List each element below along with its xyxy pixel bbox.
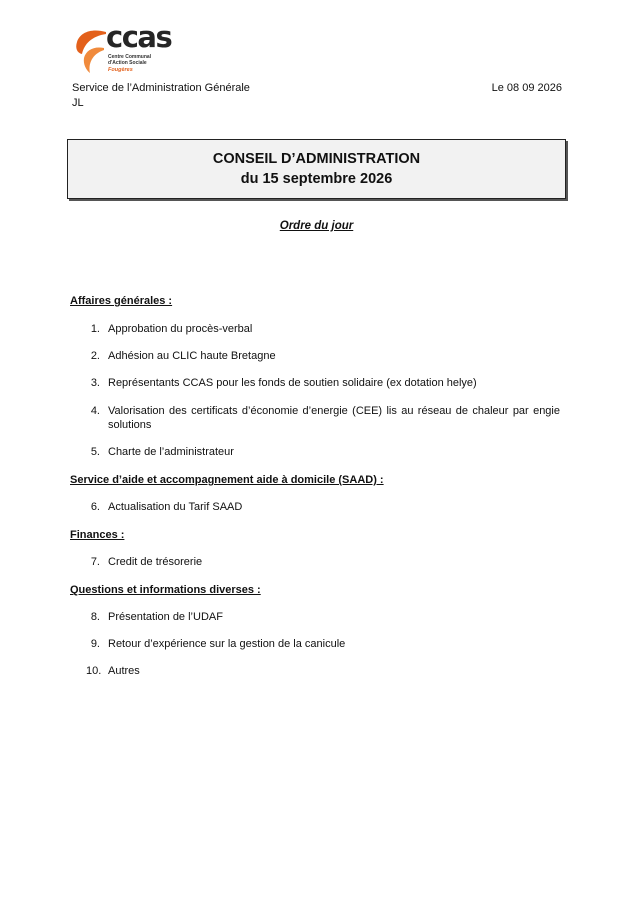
section-heading: Finances : <box>70 529 125 541</box>
agenda-item: 9. Retour d’expérience sur la gestion de la canicule <box>90 638 346 650</box>
meeting-date: du 15 septembre 2026 <box>240 171 393 187</box>
logo-city: Fougères <box>108 67 133 73</box>
section-heading: Questions et informations diverses : <box>70 584 261 596</box>
service-name: Service de l’Administration Générale <box>72 82 250 94</box>
agenda-item: 6. Actualisation du Tarif SAAD <box>90 501 243 513</box>
agenda-title: Ordre du jour <box>279 220 354 232</box>
agenda-item: 1. Approbation du procès-verbal <box>90 323 253 335</box>
agenda-item: 10. Autres <box>86 665 140 677</box>
agenda-item: 7. Credit de trésorerie <box>90 556 203 568</box>
ccas-swoosh-icon <box>74 26 108 76</box>
section-heading: Service d’aide et accompagnement aide à domicile (SAAD) : <box>70 474 384 486</box>
agenda-item: 4. Valorisation des certificats d’économie d’energie (CEE) lis au réseau de chaleur par engie solutions <box>90 405 560 431</box>
agenda-item: 3. Représentants CCAS pour les fonds de soutien solidaire (ex dotation helye) <box>90 377 477 389</box>
agenda-item: 8. Présentation de l’UDAF <box>90 611 223 623</box>
author-initials: JL <box>72 97 84 109</box>
page-title: CONSEIL D’ADMINISTRATION <box>212 151 421 167</box>
ccas-logo <box>74 20 184 76</box>
section-heading: Affaires générales : <box>70 295 173 307</box>
logo-subtitle: Centre Communal d'Action Sociale <box>108 54 152 66</box>
agenda-item: 2. Adhésion au CLIC haute Bretagne <box>90 350 276 362</box>
logo-wordmark: ccas <box>106 20 172 54</box>
service-header <box>72 81 250 111</box>
title-box <box>67 139 566 199</box>
document-date: Le 08 09 2026 <box>491 82 562 94</box>
agenda-item: 5. Charte de l’administrateur <box>90 446 234 458</box>
